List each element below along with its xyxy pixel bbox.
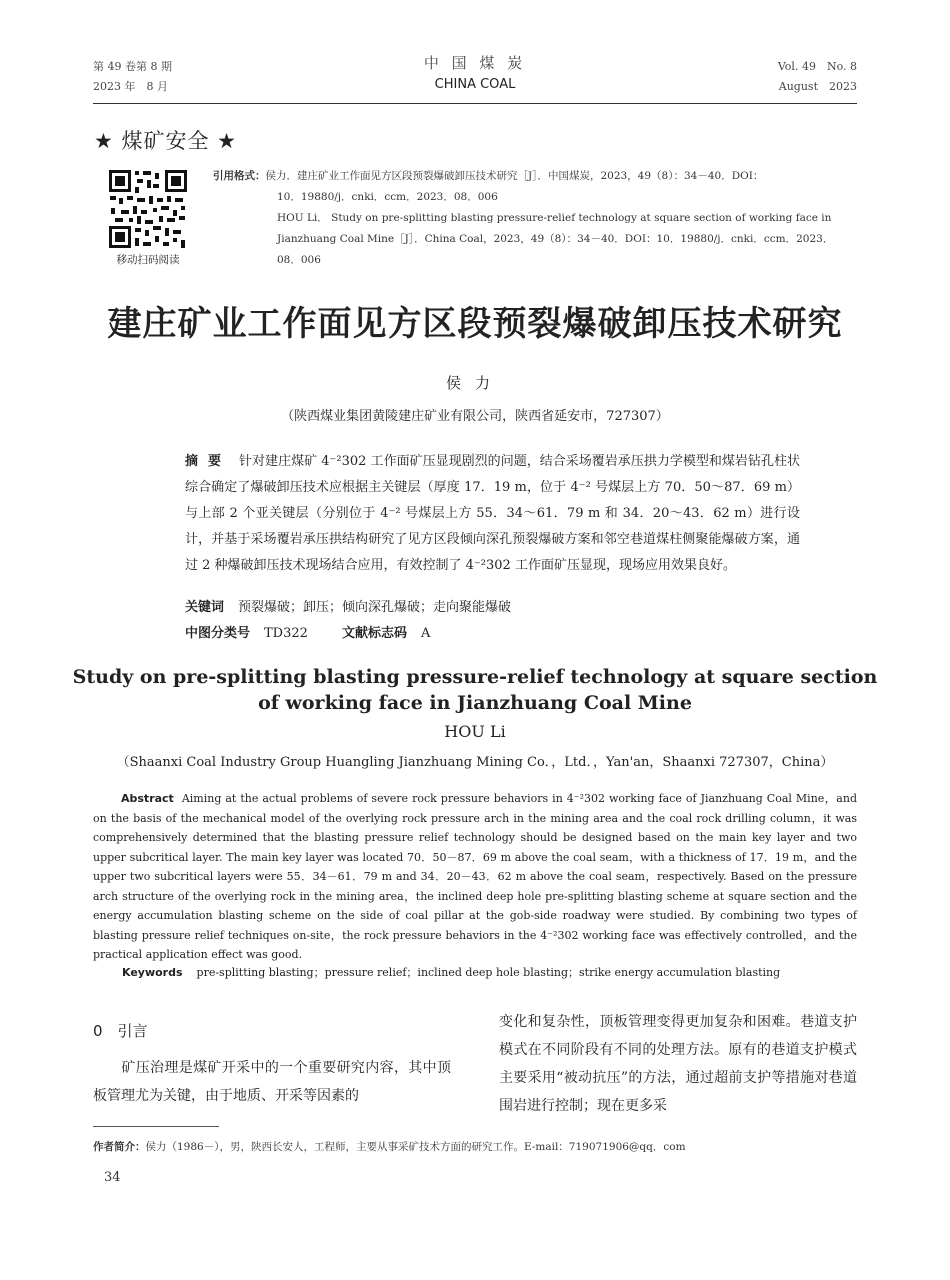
citation-label: 引用格式： bbox=[213, 170, 266, 182]
qr-code-icon[interactable] bbox=[107, 168, 189, 250]
citation-cn-line2: 10．19880/j．cnki．ccm．2023．08．006 bbox=[277, 191, 498, 203]
affiliation-en: （Shaanxi Coal Industry Group Huangling Jianzhuang Mining Co．，Ltd．，Yan'an，Shaanxi 727307，China） bbox=[116, 755, 834, 770]
abstract-cn bbox=[185, 449, 800, 579]
footnote-text: 侯力（1986－），男，陕西长安人，工程师，主要从事采矿技术方面的研究工作。E-mail：719071906@qq．com bbox=[145, 1141, 686, 1153]
keywords-en-label: Keywords bbox=[122, 966, 183, 979]
abstract-cn-text: 针对建庄煤矿 4⁻²302 工作面矿压显现剧烈的问题，结合采场覆岩承压拱力学模型和煤岩钻孔柱状综合确定了爆破卸压技术应根据主关键层（厚度 17．19 m，位于 4⁻² 号煤层上方 70．50～87．69 m）与上部 2 个亚关键层（分别位于 4⁻² 号煤层上方 55．34～61．79 m 和 34．20～43．62 m）进行设计，并基于采场覆岩承压拱结构研究了见方区段倾向深孔预裂爆破方案和邻空巷道煤柱侧聚能爆破方案，通过 2 种爆破卸压技术现场结合应用，有效控制了 4⁻²302 工作面矿压显现，现场应用效果良好。 bbox=[185, 454, 800, 573]
qr-caption: 移动扫码阅读 bbox=[116, 254, 180, 266]
paper-title-cn: 建庄矿业工作面见方区段预裂爆破卸压技术研究 bbox=[107, 304, 843, 344]
footnote bbox=[93, 1139, 686, 1154]
paper-title-en-line1: Study on pre-splitting blasting pressure-relief technology at square section bbox=[72, 666, 878, 688]
citation-en-line1: HOU Li． Study on pre-splitting blasting pressure-relief technology at square section of working face in bbox=[277, 212, 832, 224]
abstract-en-text: Aiming at the actual problems of severe rock pressure behaviors in 4⁻²302 working face of Jianzhuang Coal Mine，and on the basis of the mechanical model of the overlying rock pressure arch in the mining area and the coal rock drilling column，it was comprehensively determined that the blasting pressure relief technology should be designed based on the main key layer and two upper subcritical layer. The main key layer was located 70．50－87．69 m above the coal seam，with a thickness of 17．19 m，and the upper two subcritical layers were 55．34－61．79 m and 34．20－43．62 m above the coal seam，respectively. Based on the pressure arch structure of the overlying rock in the mining area，the inclined deep hole pre-splitting blasting scheme at square section and the energy accumulation blasting scheme on the side of coal pillar at the gob-side roadway were studied. By combining two types of blasting pressure relief techniques on-site，the rock pressure behaviors in the 4⁻²302 working face was effectively controlled，and the practical application effect was good. bbox=[93, 792, 857, 961]
doc-code-label: 文献标志码 bbox=[341, 626, 407, 641]
page-number: 34 bbox=[104, 1170, 121, 1185]
abstract-en-label: Abstract bbox=[121, 792, 174, 805]
section-tag: ★ 煤矿安全 ★ bbox=[94, 129, 238, 153]
body-column-left bbox=[93, 1054, 451, 1110]
keywords-cn-label: 关键词 bbox=[185, 600, 225, 615]
author-cn: 侯力 bbox=[445, 374, 504, 392]
abstract-cn-label: 摘要 bbox=[185, 454, 232, 469]
abstract-en bbox=[93, 789, 857, 965]
paper-title-en-line2: of working face in Jianzhuang Coal Mine bbox=[258, 692, 692, 714]
keywords-cn-text: 预裂爆破；卸压；倾向深孔爆破；走向聚能爆破 bbox=[238, 600, 512, 615]
author-en: HOU Li bbox=[444, 722, 506, 741]
citation-en-line2: Jianzhuang Coal Mine［J］．China Coal，2023，49（8）：34－40．DOI：10．19880/j．cnki．ccm．2023．08．006 bbox=[277, 233, 834, 266]
body-column-right: 变化和复杂性，顶板管理变得更加复杂和困难。巷道支护模式在不同阶段有不同的处理方法。原有的巷道支护模式主要采用“被动抗压”的方法，通过超前支护等措施对巷道围岩进行控制；现在更多采 bbox=[499, 1014, 857, 1114]
citation-block bbox=[213, 166, 855, 271]
header-volume: Vol. 49 No. 8 bbox=[777, 60, 857, 73]
clc-value: TD322 bbox=[264, 626, 308, 641]
keywords-en bbox=[122, 964, 780, 980]
clc-label: 中图分类号 bbox=[185, 626, 251, 641]
journal-name-en: CHINA COAL bbox=[434, 77, 516, 92]
footnote-label: 作者简介： bbox=[93, 1141, 146, 1153]
header-rule bbox=[93, 103, 857, 104]
journal-name-cn: 中 国 煤 炭 bbox=[423, 54, 527, 72]
paper-title-en bbox=[0, 664, 950, 716]
header-issue: 第 49 卷第 8 期 bbox=[93, 60, 172, 73]
header-month: August 2023 bbox=[778, 80, 857, 93]
affiliation-cn: （陕西煤业集团黄陵建庄矿业有限公司，陕西省延安市，727307） bbox=[281, 409, 669, 424]
citation-cn-line1: 侯力．建庄矿业工作面见方区段预裂爆破卸压技术研究［J］．中国煤炭，2023，49（8）：34－40．DOI： bbox=[265, 170, 764, 182]
section-heading: 0 引言 bbox=[93, 1022, 148, 1040]
doc-code-value: A bbox=[420, 626, 431, 641]
keywords-en-text: pre-splitting blasting；pressure relief；inclined deep hole blasting；strike energy accumulation blasting bbox=[196, 966, 781, 979]
header-date: 2023 年 8 月 bbox=[93, 80, 168, 93]
footnote-rule bbox=[93, 1126, 219, 1127]
classification bbox=[185, 621, 430, 647]
body-column-left-text: 矿压治理是煤矿开采中的一个重要研究内容，其中顶板管理尤为关键，由于地质、开采等因素的 bbox=[93, 1060, 451, 1104]
keywords-cn bbox=[185, 595, 511, 621]
